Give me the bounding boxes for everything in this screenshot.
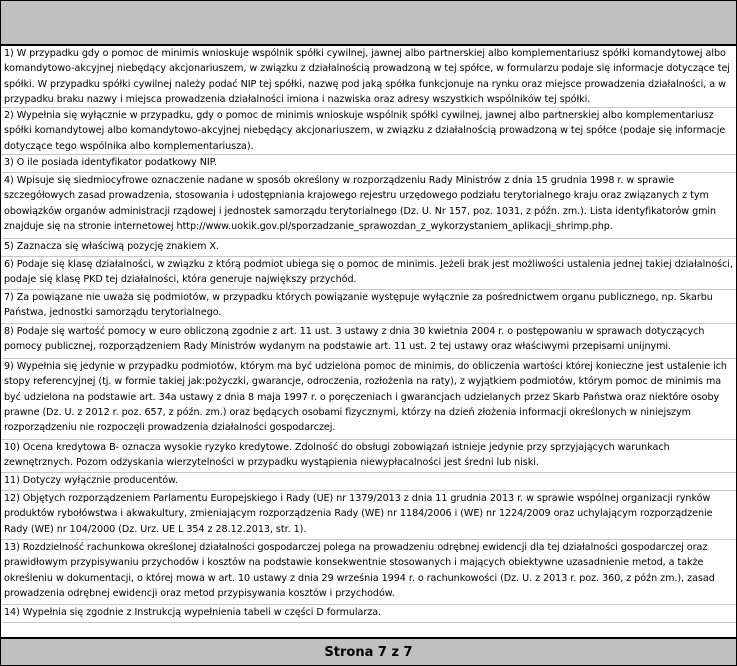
footnote-13: 13) Rozdzielność rachunkowa określonej działalności gospodarczej polega na prowadzeniu odrębnej ewidencji dla tej działalności gospodarczej oraz prawidłowym przypisywaniu przychodów i kosztów na podstawie konsekwentnie stosowanych i mających obiektywne uzasadnienie metod, a także określeniu w dokumentacji, o której mowa w art. 10 ustawy z dnia 29 września 1994 r. o rachunkowości (Dz. U. z 2013 r. poz. 360, z późn zm.), zasad prowadzenia odrębnej ewidencji oraz metod przypisywania kosztów i przychodów. xyxy=(1,540,736,605)
header-band xyxy=(1,1,736,46)
footnote-12: 12) Objętych rozporządzeniem Parlamentu Europejskiego i Rady (UE) nr 1379/2013 z dnia 11 grudnia 2013 r. w sprawie wspólnej organizacji rynków produktów rybołówstwa i akwakultury, zmieniającym rozporządzenia Rady (WE) nr 1184/2006 i (WE) nr 1224/2009 oraz uchylającym rozporządzenie Rady (WE) nr 104/2000 (Dz. Urz. UE L 354 z 28.12.2013, str. 1). xyxy=(1,491,736,540)
footnote-2: 2) Wypełnia się wyłącznie w przypadku, gdy o pomoc de minimis wnioskuje wspólnik spółki cywilnej, jawnej albo partnerskiej albo komplementariusz spółki komandytowej albo komandytowo-akcyjnej niebędący akcjonariuszem, w związku z działalnością prowadzoną w tej spółce (podaje się informacje dotyczące tego wspólnika albo komplementariusza). xyxy=(1,108,736,155)
footnote-1: 1) W przypadku gdy o pomoc de minimis wnioskuje wspólnik spółki cywilnej, jawnej albo partnerskiej albo komplementariusz spółki komandytowej albo komandytowo-akcyjnej niebędący akcjonariuszem, w związku z działalnością prowadzoną w tej spółce, w formularzu podaje się informacje dotyczące tej spółki. W przypadku spółki cywilnej należy podać NIP tej spółki, nazwę pod jaką spółka funkcjonuje na rynku oraz miejsce prowadzenia działalności, a w przypadku braku nazwy i miejsca prowadzenia działalności imiona i nazwiska oraz adresy wszystkich wspólników tej spółki. xyxy=(1,46,736,108)
footnotes-list xyxy=(1,46,736,623)
footnote-14: 14) Wypełnia się zgodnie z Instrukcją wypełnienia tabeli w części D formularza. xyxy=(1,605,736,623)
page-number: Strona 7 z 7 xyxy=(324,644,413,660)
footnote-11: 11) Dotyczy wyłącznie producentów. xyxy=(1,473,736,491)
footnote-6: 6) Podaje się klasę działalności, w związku z którą podmiot ubiega się o pomoc de minimis. Jeżeli brak jest możliwości ustalenia jednej takiej działalności, podaje się klasę PKD tej działalności, która generuje największy przychód. xyxy=(1,257,736,290)
footnote-8: 8) Podaje się wartość pomocy w euro obliczoną zgodnie z art. 11 ust. 3 ustawy z dnia 30 kwietnia 2004 r. o postępowaniu w sprawach dotyczących pomocy publicznej, rozporządzeniem Rady Ministrów wydanym na podstawie art. 11 ust. 2 tej ustawy oraz właściwymi przepisami unijnymi. xyxy=(1,324,736,359)
footnote-5: 5) Zaznacza się właściwą pozycję znakiem X. xyxy=(1,239,736,257)
footer-band xyxy=(1,637,736,665)
footnote-7: 7) Za powiązane nie uważa się podmiotów, w przypadku których powiązanie występuje wyłącznie za pośrednictwem organu publicznego, np. Skarbu Państwa, jednostki samorządu terytorialnego. xyxy=(1,290,736,324)
footnote-3: 3) O ile posiada identyfikator podatkowy NIP. xyxy=(1,155,736,173)
footnote-9: 9) Wypełnia się jedynie w przypadku podmiotów, którym ma być udzielona pomoc de minimis, do obliczenia wartości której konieczne jest ustalenie ich stopy referencyjnej (tj. w formie takiej jak:pożyczki, gwarancje, odroczenia, rozłożenia na raty), z wyjątkiem podmiotów, którym pomoc de minimis ma być udzielona na podstawie art. 34a ustawy z dnia 8 maja 1997 r. o poręczeniach i gwarancjach udzielanych przez Skarb Państwa oraz niektóre osoby prawne (Dz. U. z 2012 r. poz. 657, z późn. zm.) oraz będących osobami fizycznymi, którzy na dzień złożenia informacji określonych w niniejszym rozporządzeniu nie rozpoczęli prowadzenia działalności gospodarczej. xyxy=(1,359,736,440)
footnote-10: 10) Ocena kredytowa B- oznacza wysokie ryzyko kredytowe. Zdolność do obsługi zobowiązań istnieje jedynie przy sprzyjających warunkach zewnętrznych. Pozom odzyskania wierzytelności w przypadku wystąpienia niewypłacalności jest średni lub niski. xyxy=(1,440,736,473)
footnote-4: 4) Wpisuje się siedmiocyfrowe oznaczenie nadane w sposób określony w rozporządzeniu Rady Ministrów z dnia 15 grudnia 1998 r. w sprawie szczegółowych zasad prowadzenia, stosowania i udostępniania krajowego rejestru urzędowego podziału terytorialnego kraju oraz związanych z tym obowiązków organów administracji rządowej i jednostek samorządu terytorialnego (Dz. U. Nr 157, poz. 1031, z późn. zm.). Lista identyfikatorów gmin znajduje się na stronie internetowej http://www.uokik.gov.pl/sporzadzanie_sprawozdan_z_wykorzystaniem_aplikacji_shrimp.php. xyxy=(1,173,736,239)
